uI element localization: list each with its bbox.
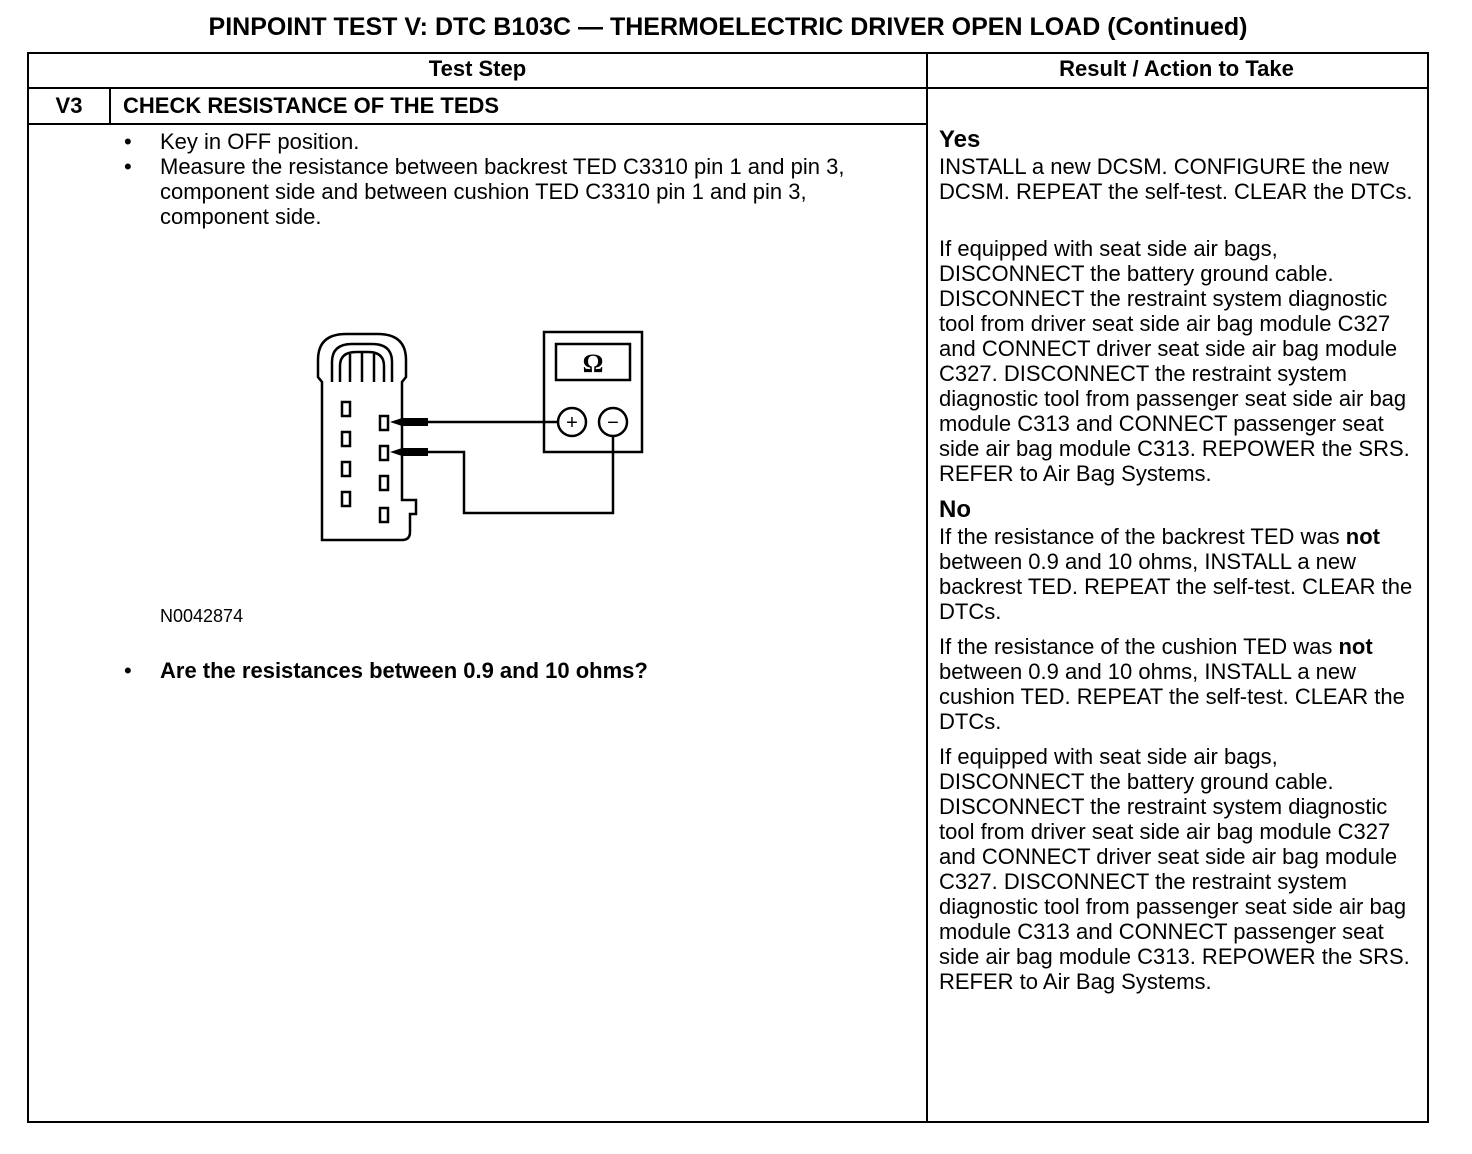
yes-action-1: INSTALL a new DCSM. CONFIGURE the new DCSM. REPEAT the self-test. CLEAR the DTCs. bbox=[939, 154, 1413, 204]
header-test-step: Test Step bbox=[428, 56, 527, 81]
instruction-text: Key in OFF position. bbox=[160, 129, 360, 154]
probe-negative bbox=[390, 448, 428, 456]
step-id: V3 bbox=[55, 93, 83, 118]
yes-action-2: If equipped with seat side air bags, DISCONNECT the battery ground cable. DISCONNECT the restraint system diagnostic tool from driver seat side air bag module C327 and CONNECT driver seat side air bag module C327. DISCONNECT the restraint system diagnostic tool from passenger seat side air bag module C313 and CONNECT passenger seat side air bag module C313. REPOWER the SRS. REFER to Air Bag Systems. bbox=[939, 236, 1410, 486]
result-column bbox=[939, 126, 1423, 994]
figure-id: N0042874 bbox=[160, 606, 244, 626]
probe-positive bbox=[390, 418, 428, 426]
bullet-dot: • bbox=[124, 129, 132, 154]
instruction-item bbox=[118, 129, 908, 154]
no-label: No bbox=[939, 496, 971, 523]
page-title: PINPOINT TEST V: DTC B103C — THERMOELECTRIC DRIVER OPEN LOAD (Continued) bbox=[208, 13, 1248, 41]
resistance-measurement-diagram bbox=[310, 322, 650, 547]
instruction-item bbox=[118, 154, 908, 229]
step-question bbox=[118, 658, 908, 683]
bullet-dot: • bbox=[124, 658, 132, 683]
yes-label: Yes bbox=[939, 126, 981, 153]
minus-symbol: − bbox=[607, 412, 619, 434]
header-result: Result / Action to Take bbox=[1059, 56, 1294, 81]
column-divider bbox=[926, 52, 928, 1121]
step-title: CHECK RESISTANCE OF THE TEDS bbox=[123, 93, 500, 118]
ohm-symbol: Ω bbox=[582, 349, 604, 378]
no-action-1: If the resistance of the backrest TED was not between 0.9 and 10 ohms, INSTALL a new backrest TED. REPEAT the self-test. CLEAR the DTCs. bbox=[939, 524, 1413, 624]
bullet-dot: • bbox=[124, 154, 132, 179]
no-action-2: If the resistance of the cushion TED was not between 0.9 and 10 ohms, INSTALL a new cushion TED. REPEAT the self-test. CLEAR the DTCs. bbox=[939, 634, 1405, 734]
question-text: Are the resistances between 0.9 and 10 ohms? bbox=[160, 658, 648, 683]
negative-lead bbox=[428, 436, 613, 513]
instruction-text: Measure the resistance between backrest TED C3310 pin 1 and pin 3, component side and between cushion TED C3310 pin 1 and pin 3, component side. bbox=[160, 154, 845, 229]
plus-symbol: + bbox=[566, 412, 578, 434]
step-title-divider bbox=[27, 123, 927, 125]
no-action-3: If equipped with seat side air bags, DISCONNECT the battery ground cable. DISCONNECT the restraint system diagnostic tool from driver seat side air bag module C327 and CONNECT driver seat side air bag module C327. DISCONNECT the restraint system diagnostic tool from passenger seat side air bag module C313 and CONNECT passenger seat side air bag module C313. REPOWER the SRS. REFER to Air Bag Systems. bbox=[939, 744, 1410, 994]
step-instructions bbox=[118, 129, 908, 229]
